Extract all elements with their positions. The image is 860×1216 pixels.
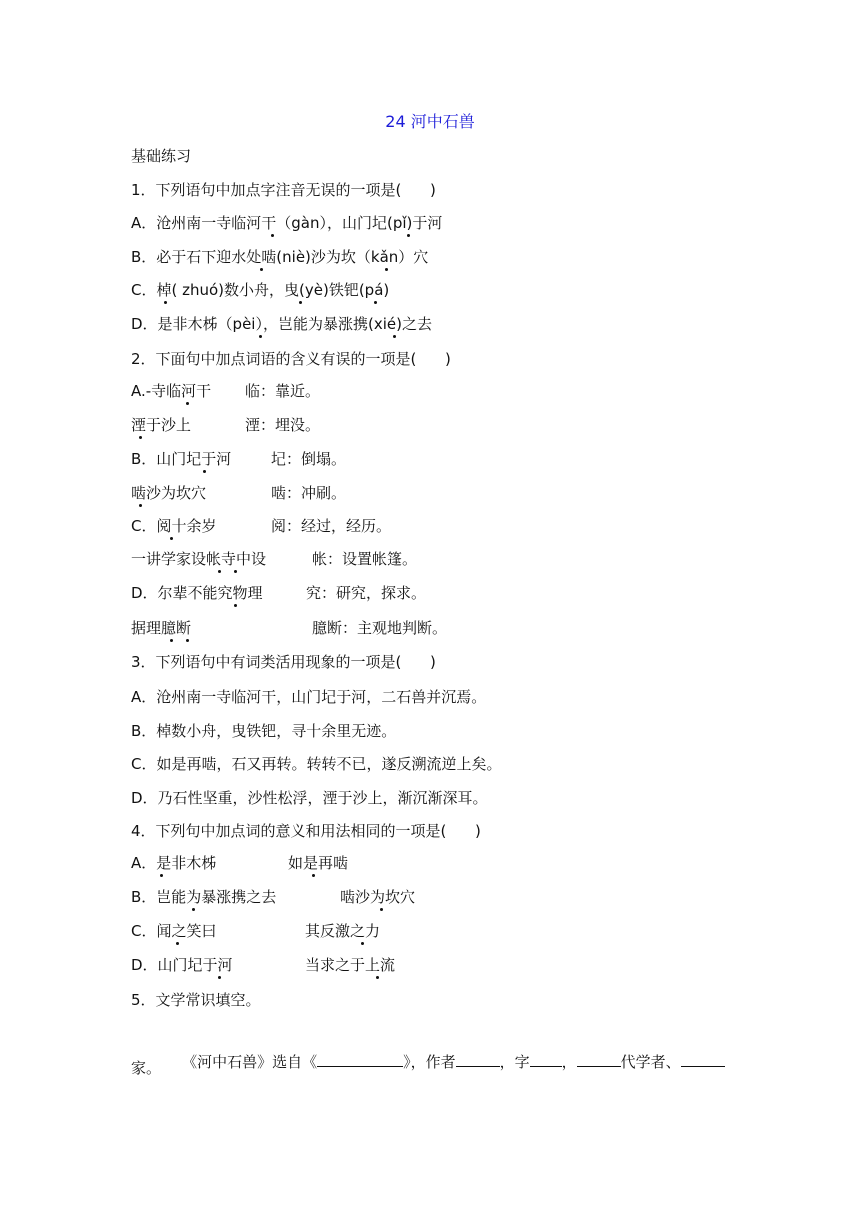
question-1-option-a: A．沧州南一寺临河干（gàn），山门圮(pǐ)于河	[131, 214, 443, 232]
blank-book-title[interactable]	[317, 1048, 403, 1067]
blank-courtesy-name[interactable]	[530, 1048, 562, 1067]
emphasis-dot	[170, 537, 173, 540]
question-3-stem: 3．下列语句中有词类活用现象的一项是( )	[131, 653, 436, 671]
question-2-a1-meaning: 临：靠近。	[245, 382, 321, 400]
fill-text-3: ，字	[499, 1053, 530, 1071]
emphasis-dot	[218, 570, 221, 573]
question-2-stem: 2．下面句中加点词语的含义有误的一项是( )	[131, 350, 451, 368]
emphasis-dot	[260, 268, 263, 271]
emphasis-dot	[361, 942, 364, 945]
question-2-b2-meaning: 啮：冲刷。	[271, 484, 347, 502]
question-2-b2-sentence: 啮沙为坎穴	[131, 484, 207, 502]
emphasis-dot	[312, 874, 315, 877]
question-4-d-left: D．山门圮于河	[131, 956, 233, 974]
emphasis-dot	[160, 874, 163, 877]
question-2-c2-meaning: 帐：设置帐篷。	[312, 550, 418, 568]
question-1-option-c: C．棹( zhuó)数小舟，曳(yè)铁钯(pá)	[131, 281, 390, 299]
fill-text-5: 代学者、	[620, 1053, 681, 1071]
emphasis-dot	[170, 639, 173, 642]
blank-dynasty[interactable]	[577, 1048, 621, 1067]
emphasis-dot	[218, 976, 221, 979]
emphasis-dot	[203, 470, 206, 473]
question-2-c2-sentence: 一讲学家设帐寺中设	[131, 550, 267, 568]
question-4-stem: 4．下列句中加点词的意义和用法相同的一项是( )	[131, 822, 481, 840]
emphasis-dot	[164, 301, 167, 304]
question-4-c-left: C．闻之笑曰	[131, 922, 217, 940]
question-5-fill-line-end: 家。	[131, 1059, 162, 1077]
question-4-b-left: B．岂能为暴涨携之去	[131, 888, 277, 906]
emphasis-dot	[271, 234, 274, 237]
emphasis-dot	[192, 908, 195, 911]
emphasis-dot	[259, 335, 262, 338]
fill-text-1: 《河中石兽》选自《	[182, 1053, 318, 1071]
question-2-b1-meaning: 圮：倒塌。	[271, 450, 347, 468]
emphasis-dot	[380, 908, 383, 911]
question-4-c-right: 其反激之力	[305, 922, 381, 940]
question-2-d2-sentence: 据理臆断	[131, 619, 192, 637]
question-4-b-right: 啮沙为坎穴	[340, 888, 416, 906]
question-3-option-b: B．棹数小舟，曳铁钯，寻十余里无迹。	[131, 722, 397, 740]
question-3-option-d: D．乃石性坚重，沙性松浮，湮于沙上，渐沉渐深耳。	[131, 789, 488, 807]
section-heading: 基础练习	[131, 147, 192, 165]
emphasis-dot	[407, 234, 410, 237]
question-2-c1-sentence: C．阅十余岁	[131, 517, 217, 535]
question-1-option-b: B．必于石下迎水处啮(niè)沙为坎（kǎn）穴	[131, 248, 429, 266]
blank-author[interactable]	[456, 1048, 500, 1067]
emphasis-dot	[385, 268, 388, 271]
question-5-stem: 5．文学常识填空。	[131, 991, 261, 1009]
question-1-stem: 1．下列语句中加点字注音无误的一项是( )	[131, 181, 436, 199]
question-2-d2-meaning: 臆断：主观地判断。	[312, 619, 448, 637]
question-2-b1-sentence: B．山门圮于河	[131, 450, 232, 468]
question-2-c1-meaning: 阅：经过，经历。	[271, 517, 392, 535]
question-3-option-a: A．沧州南一寺临河干，山门圮于河，二石兽并沉焉。	[131, 688, 487, 706]
emphasis-dot	[139, 436, 142, 439]
emphasis-dot	[176, 942, 179, 945]
question-4-a-right: 如是再啮	[288, 854, 349, 872]
emphasis-dot	[234, 570, 237, 573]
question-3-option-c: C．如是再啮，石又再转。转转不已，遂反溯流逆上矣。	[131, 755, 502, 773]
emphasis-dot	[186, 402, 189, 405]
question-1-option-d: D．是非木柹（pèi），岂能为暴涨携(xié)之去	[131, 315, 432, 333]
question-4-a-left: A．是非木柹	[131, 854, 217, 872]
question-2-a1-sentence: A.-寺临河干	[131, 382, 212, 400]
emphasis-dot	[186, 639, 189, 642]
fill-text-4: ，	[561, 1053, 577, 1071]
page-title: 24 河中石兽	[385, 112, 475, 131]
emphasis-dot	[376, 976, 379, 979]
fill-text-2: 》，作者	[403, 1053, 456, 1071]
blank-profession[interactable]	[681, 1048, 725, 1067]
emphasis-dot	[393, 335, 396, 338]
question-2-a2-sentence: 湮于沙上	[131, 416, 192, 434]
question-5-fill-line	[163, 1022, 725, 1071]
emphasis-dot	[299, 301, 302, 304]
question-2-d1-meaning: 究：研究，探求。	[306, 584, 427, 602]
emphasis-dot	[374, 301, 377, 304]
question-4-d-right: 当求之于上流	[305, 956, 396, 974]
emphasis-dot	[139, 504, 142, 507]
question-2-a2-meaning: 湮：埋没。	[245, 416, 321, 434]
question-2-d1-sentence: D．尔辈不能究物理	[131, 584, 263, 602]
emphasis-dot	[234, 604, 237, 607]
